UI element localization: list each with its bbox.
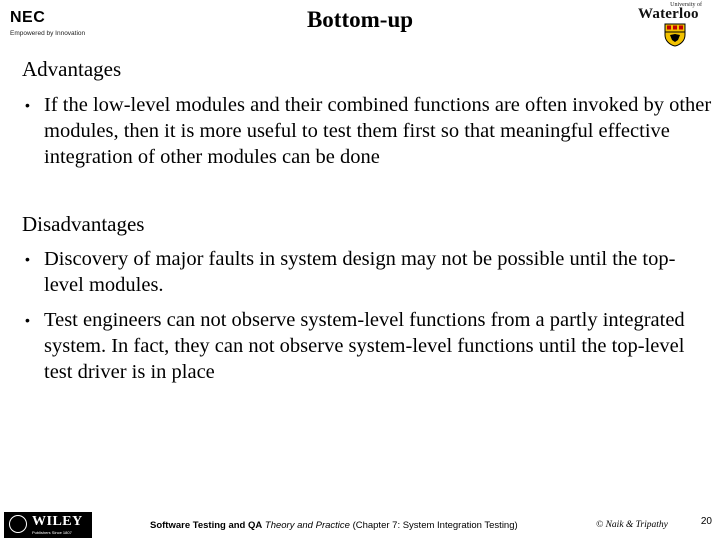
uw-shield-icon [663, 23, 687, 47]
footer-book-title: Software Testing and QA [150, 520, 263, 531]
bullet-text: Discovery of major faults in system design may not be possible until the top-level modules. [44, 248, 676, 296]
advantages-bullet-1 [22, 92, 712, 172]
disadvantages-heading: Disadvantages [22, 212, 145, 236]
footer-copyright: © Naik & Tripathy [596, 520, 668, 530]
bullet-icon: • [25, 97, 30, 113]
wiley-logo-sub: Publishers Since 1807 [32, 530, 72, 535]
bullet-icon: • [25, 251, 30, 267]
uw-logo-word: Waterloo [638, 6, 699, 22]
wiley-emblem-icon [9, 515, 27, 533]
uw-logo-small-text: University of [670, 2, 702, 8]
bullet-text: If the low-level modules and their combined functions are often invoked by other modules, then it is more useful to test them first so that meaningful effective integration of other modules can be done [44, 94, 712, 168]
nec-logo-tagline: Empowered by Innovation [10, 30, 86, 37]
advantages-heading: Advantages [22, 57, 122, 81]
footer-chapter: (Chapter 7: System Integration Testing) [352, 520, 518, 531]
nec-logo-word: NEC [10, 9, 46, 26]
footer-book-citation [150, 520, 518, 531]
footer-book-subtitle: Theory and Practice [264, 520, 350, 531]
bullet-text: Test engineers can not observe system-level functions from a partly integrated system. In fact, they can not observe system-level functions until the top-level test driver is in place [44, 309, 685, 383]
disadvantages-bullet-2 [22, 307, 712, 387]
disadvantages-bullet-1 [22, 246, 712, 298]
page-number: 20 [700, 516, 712, 527]
bullet-icon: • [25, 312, 30, 328]
slide-title: Bottom-up [306, 7, 414, 32]
wiley-logo-word: WILEY [32, 514, 83, 529]
wiley-logo [4, 512, 92, 538]
university-of-waterloo-logo [634, 2, 714, 46]
